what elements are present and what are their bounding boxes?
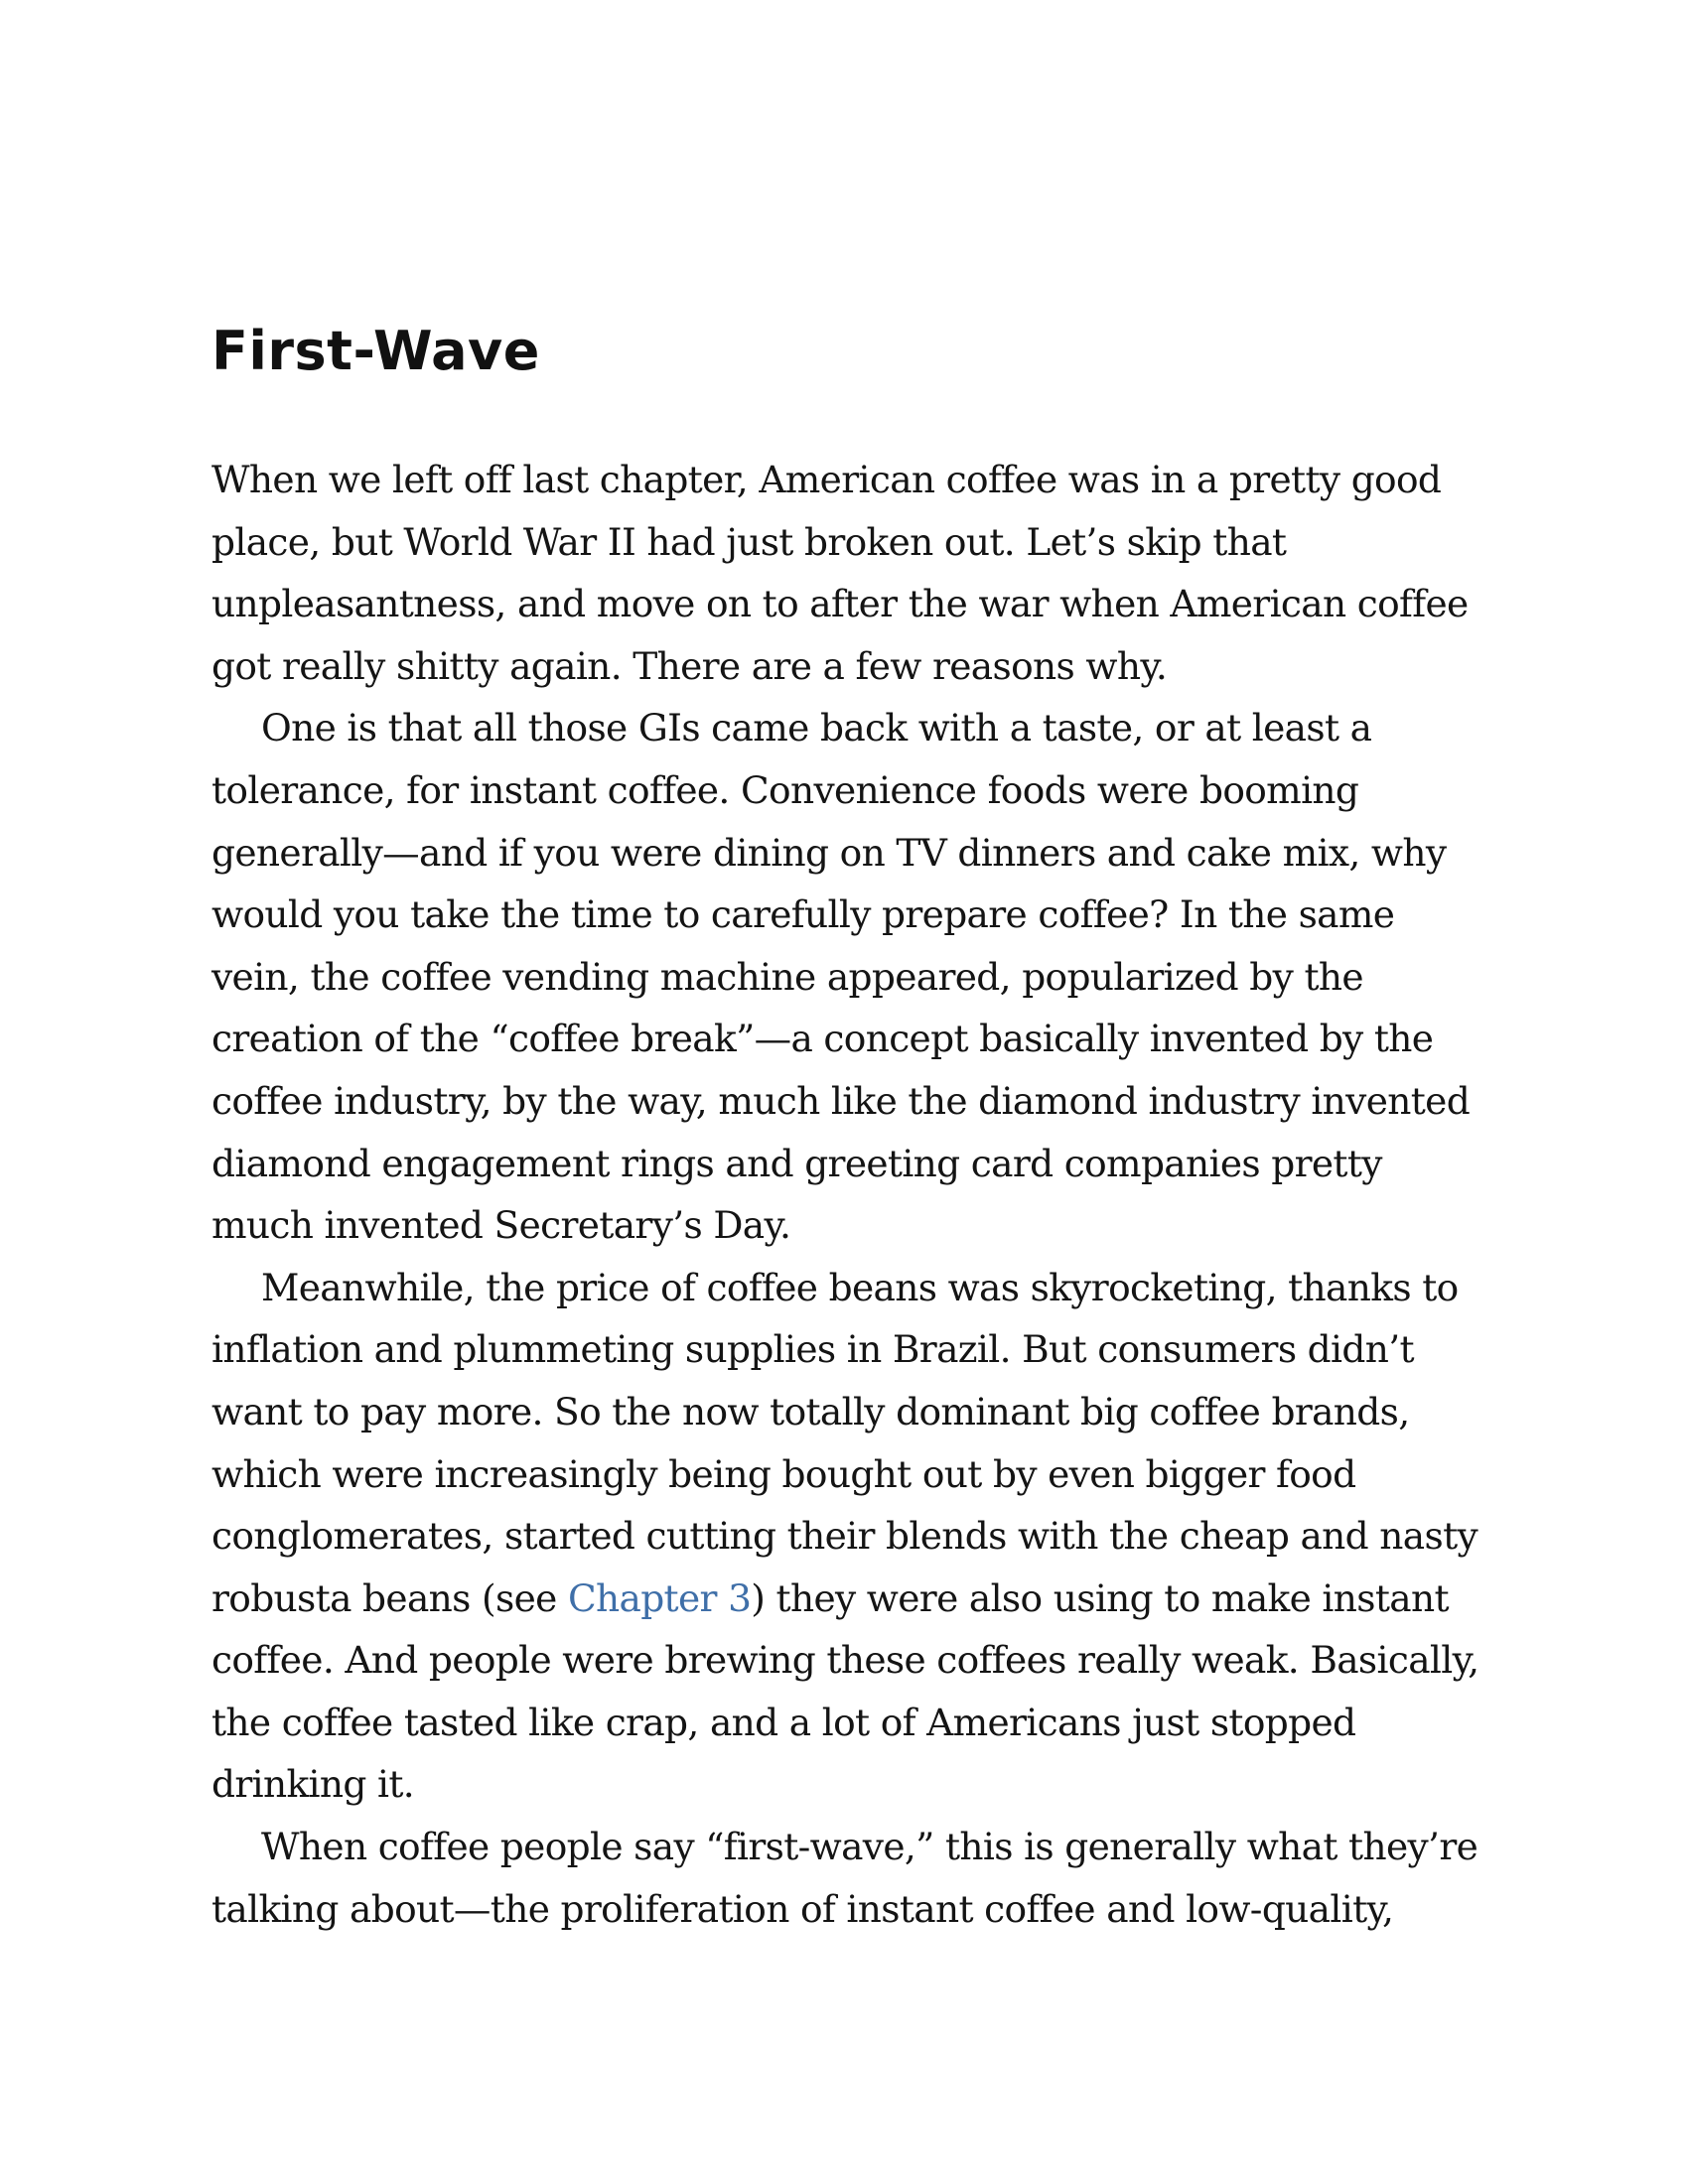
section-heading: First-Wave (211, 320, 540, 382)
text-line: the coffee tasted like crap, and a lot of Americans just stopped (211, 1700, 1356, 1744)
text-line: tolerance, for instant coffee. Convenience foods were booming (211, 767, 1359, 812)
page-content (211, 316, 1502, 1940)
text-line: creation of the “coffee break”—a concept basically invented by the (211, 1017, 1434, 1061)
text-segment: robusta beans (see (211, 1575, 568, 1620)
text-line: vein, the coffee vending machine appeared, popularized by the (211, 954, 1363, 999)
text-line: generally—and if you were dining on TV dinners and cake mix, why (211, 830, 1447, 875)
body-text (211, 449, 1502, 1940)
text-line: would you take the time to carefully prepare coffee? In the same (211, 892, 1395, 937)
text-line: which were increasingly being bought out by even bigger food (211, 1451, 1356, 1496)
text-line: When we left off last chapter, American coffee was in a pretty good (211, 458, 1442, 501)
text-line: coffee industry, by the way, much like the diamond industry invented (211, 1078, 1471, 1123)
text-line: diamond engagement rings and greeting card companies pretty (211, 1141, 1382, 1185)
paragraph-first-line: One is that all those GIs came back with a taste, or at least a (261, 706, 1372, 751)
chapter-link[interactable]: Chapter 3 (567, 1575, 752, 1620)
text-line: want to pay more. So the now totally dominant big coffee brands, (211, 1389, 1410, 1433)
paragraph-first-line: Meanwhile, the price of coffee beans was skyrocketing, thanks to (261, 1265, 1459, 1309)
text-line: place, but World War II had just broken out. Let’s skip that (211, 519, 1287, 564)
text-line: unpleasantness, and move on to after the war when American coffee (211, 582, 1469, 626)
text-line-with-link (211, 1568, 1502, 1630)
text-line: much invented Secretary’s Day. (211, 1203, 791, 1248)
paragraph-first-line: When coffee people say “first-wave,” this is generally what they’re (261, 1825, 1478, 1869)
text-line: drinking it. (211, 1762, 415, 1807)
text-segment: ) they were also using to make instant (751, 1575, 1449, 1620)
text-line: got really shitty again. There are a few reasons why. (211, 643, 1168, 688)
text-line: inflation and plummeting supplies in Brazil. But consumers didn’t (211, 1327, 1414, 1372)
text-line: talking about—the proliferation of instant coffee and low-quality, (211, 1886, 1394, 1931)
text-line: coffee. And people were brewing these coffees really weak. Basically, (211, 1638, 1479, 1683)
text-line: conglomerates, started cutting their blends with the cheap and nasty (211, 1514, 1478, 1559)
